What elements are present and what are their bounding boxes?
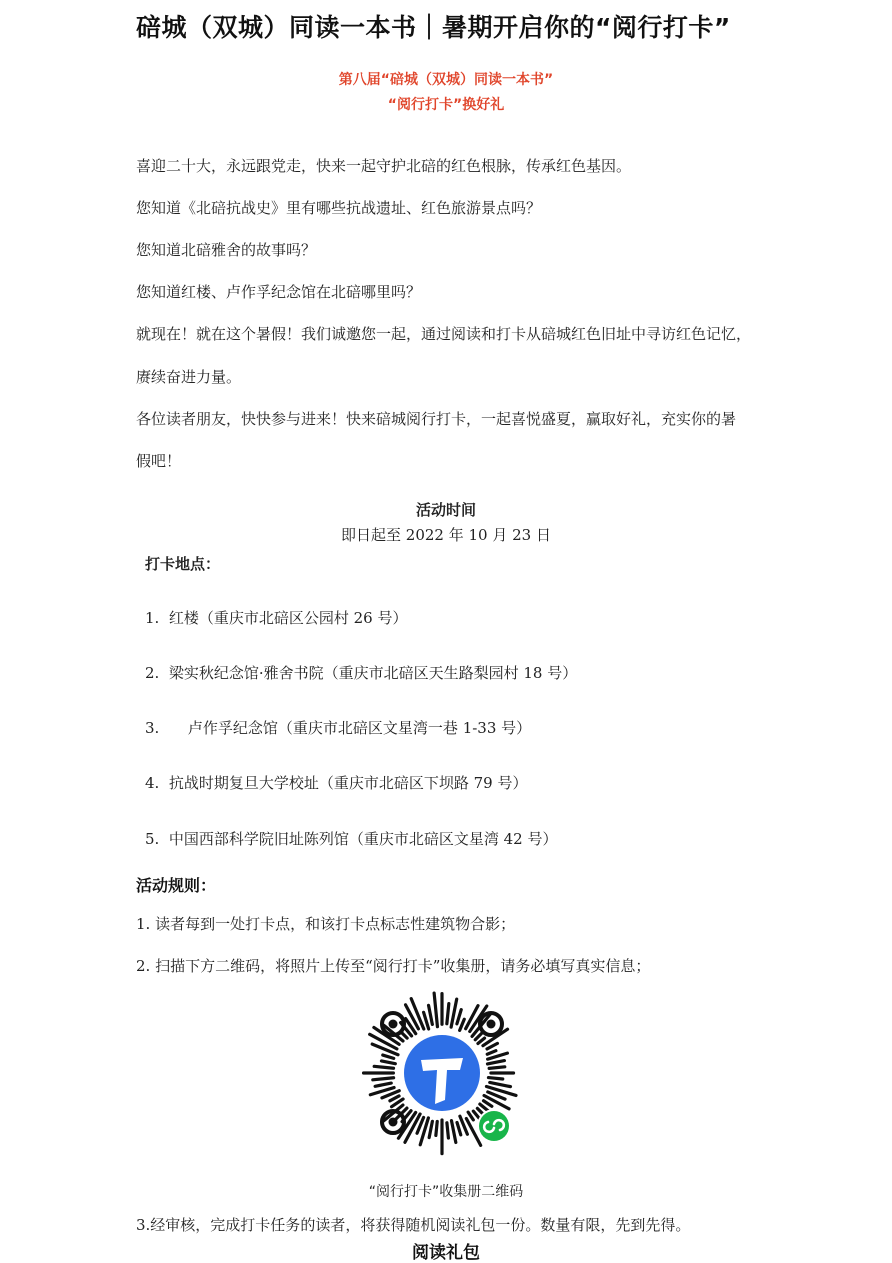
rule-item: 3.经审核，完成打卡任务的读者，将获得随机阅读礼包一份。数量有限，先到先得。: [136, 1216, 691, 1234]
subtitle-line-2: “阅行打卡”换好礼: [387, 97, 505, 113]
gift-package-heading: 阅读礼包: [412, 1243, 480, 1263]
location-item: 4. 抗战时期复旦大学校址（重庆市北碚区下坝路 79 号）: [145, 774, 528, 792]
rules-heading: 活动规则：: [136, 876, 217, 895]
activity-time-heading: 活动时间: [415, 501, 476, 519]
locations-heading: 打卡地点：: [145, 555, 221, 573]
intro-paragraph: 各位读者朋友，快快参与进来！快来碚城阅行打卡，一起喜悦盛夏，赢取好礼，充实你的暑: [136, 410, 737, 428]
intro-paragraph: 您知道北碚雅舍的故事吗？: [136, 241, 317, 259]
location-item: 1. 红楼（重庆市北碚区公园村 26 号）: [145, 609, 408, 627]
article-title: 碚城（双城）同读一本书｜暑期开启你的“阅行打卡”: [136, 13, 731, 42]
activity-time-value: 即日起至 2022 年 10 月 23 日: [341, 526, 551, 544]
intro-paragraph: 您知道《北碚抗战史》里有哪些抗战遗址、红色旅游景点吗？: [136, 199, 542, 217]
location-item: 5. 中国西部科学院旧址陈列馆（重庆市北碚区文星湾 42 号）: [145, 830, 558, 848]
location-item: 3. 卢作孚纪念馆（重庆市北碚区文星湾一巷 1-33 号）: [145, 719, 532, 737]
rule-item: 1. 读者每到一处打卡点，和该打卡点标志性建筑物合影；: [136, 915, 516, 933]
mini-program-qr-code[interactable]: [357, 988, 527, 1158]
intro-paragraph: 您知道红楼、卢作孚纪念馆在北碚哪里吗？: [136, 283, 422, 301]
intro-paragraph: 假吧！: [136, 452, 182, 470]
location-item: 2. 梁实秋纪念馆·雅舍书院（重庆市北碚区天生路梨园村 18 号）: [145, 664, 578, 682]
intro-paragraph: 喜迎二十大，永远跟党走，快来一起守护北碚的红色根脉，传承红色基因。: [136, 157, 632, 175]
intro-paragraph: 赓续奋进力量。: [136, 368, 242, 386]
rule-item: 2. 扫描下方二维码，将照片上传至“阅行打卡”收集册，请务必填写真实信息；: [136, 957, 651, 975]
subtitle-line-1: 第八届“碚城（双城）同读一本书”: [338, 72, 554, 88]
qr-caption: “阅行打卡”收集册二维码: [368, 1184, 524, 1200]
intro-paragraph: 就现在！就在这个暑假！我们诚邀您一起，通过阅读和打卡从碚城红色旧址中寻访红色记忆，: [136, 325, 752, 343]
